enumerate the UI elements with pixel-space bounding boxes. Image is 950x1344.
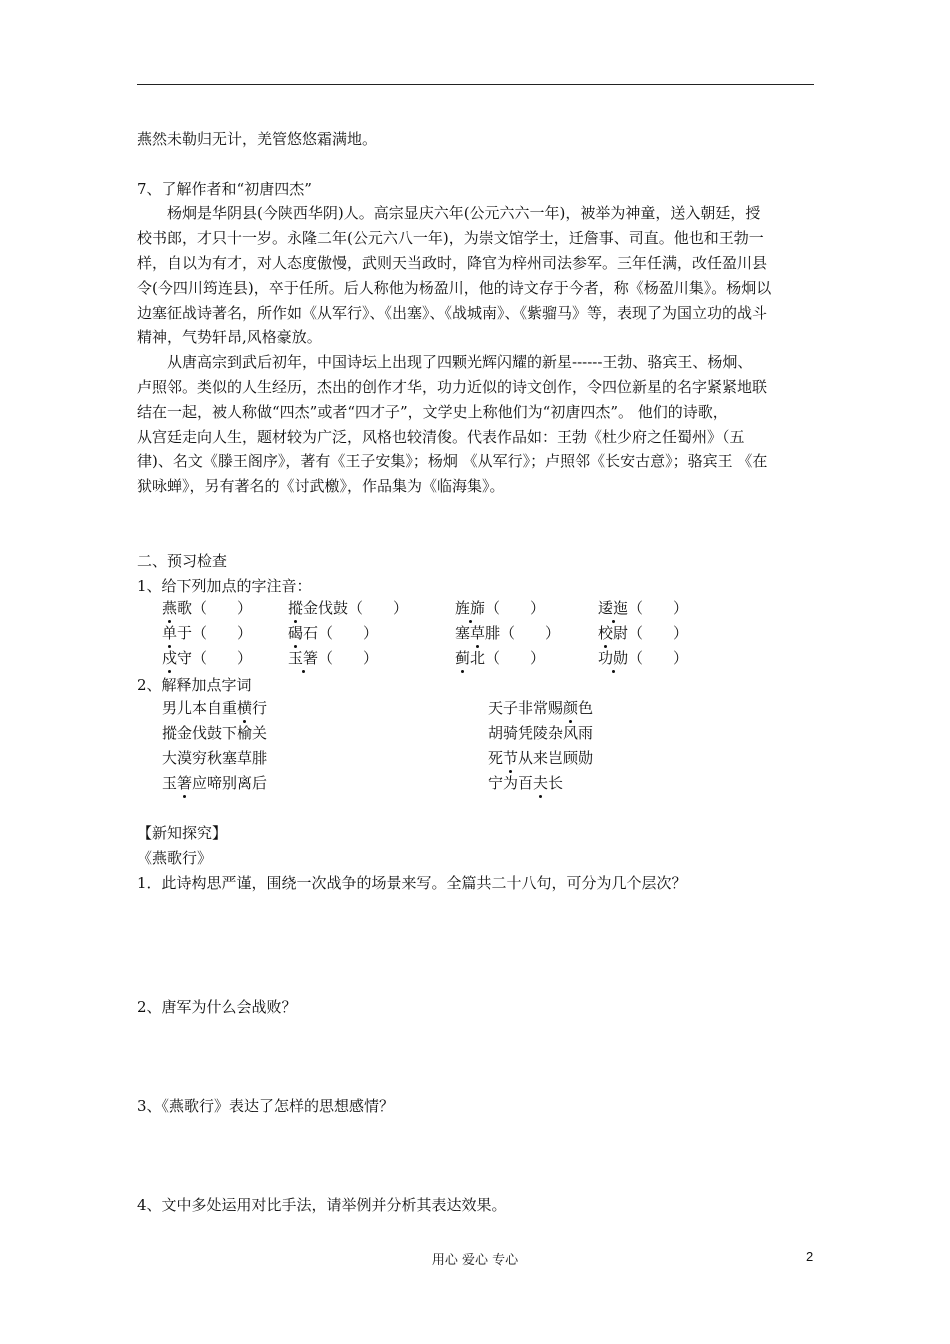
explain-item: 大漠穷秋塞草腓 bbox=[162, 749, 268, 767]
bio-line: 令(今四川筠连县)，卒于任所。后人称他为杨盈川，他的诗文存于今者，称《杨盈川集》。杨炯以 bbox=[137, 279, 772, 297]
explain-item: 死节从来岂顾勋 bbox=[488, 749, 594, 767]
bio-line: 精神，气势轩昂,风格豪放。 bbox=[137, 328, 322, 346]
pinyin-item: 校尉（ ） bbox=[598, 624, 689, 642]
four-talents-line: 结在一起，被人称做“四杰”或者“四才子”，文学史上称他们为“初唐四杰”。 他们的诗歌， bbox=[137, 403, 728, 421]
explain-item: 玉箸应啼别离后 bbox=[162, 774, 268, 792]
pinyin-item: 逶迤（ ） bbox=[598, 599, 689, 617]
explain-item: 胡骑凭陵杂风雨 bbox=[488, 724, 594, 742]
pinyin-item: 玉箸（ ） bbox=[288, 649, 379, 667]
question-item: 3、《燕歌行》表达了怎样的思想感情？ bbox=[137, 1097, 395, 1115]
explain-item: 男儿本自重横行 bbox=[162, 699, 268, 717]
question-item: 4、文中多处运用对比手法，请举例并分析其表达效果。 bbox=[137, 1196, 507, 1214]
pinyin-item: 塞草腓（ ） bbox=[455, 624, 561, 642]
bio-line: 杨炯是华阴县(今陕西华阴)人。高宗显庆六年(公元六六一年)，被举为神童，送入朝廷，授 bbox=[167, 204, 761, 222]
page-number: 2 bbox=[806, 1249, 814, 1264]
pinyin-item: 碣石（ ） bbox=[288, 624, 379, 642]
explain-item: 摐金伐鼓下榆关 bbox=[162, 724, 268, 742]
pinyin-item: 单于（ ） bbox=[162, 624, 253, 642]
four-talents-line: 律)、名文《滕王阁序》，著有《王子安集》；杨炯 《从军行》；卢照邻《长安古意》；骆宾王 《在 bbox=[137, 452, 768, 470]
question-2-title: 2、解释加点字词 bbox=[137, 676, 252, 694]
poem-line: 燕然未勒归无计，羌管悠悠霜满地。 bbox=[137, 130, 378, 148]
bio-line: 边塞征战诗著名，所作如《从军行》、《出塞》、《战城南》、《紫骝马》等，表现了为国立功的战斗 bbox=[137, 304, 768, 322]
preview-heading: 二、预习检查 bbox=[137, 552, 228, 570]
four-talents-line: 从宫廷走向人生，题材较为广泛，风格也较清俊。代表作品如：王勃《杜少府之任蜀州》（五 bbox=[137, 428, 745, 446]
four-talents-line: 从唐高宗到武后初年，中国诗坛上出现了四颗光辉闪耀的新星------王勃、骆宾王、杨炯、 bbox=[167, 353, 753, 371]
pinyin-item: 功勋（ ） bbox=[598, 649, 689, 667]
header-rule bbox=[137, 84, 814, 85]
question-1-title: 1、给下列加点的字注音： bbox=[137, 577, 312, 595]
page-footer: 用心 爱心 专心 bbox=[431, 1253, 519, 1268]
four-talents-line: 狱咏蝉》，另有著名的《讨武檄》，作品集为《临海集》。 bbox=[137, 477, 505, 495]
explain-item: 宁为百夫长 bbox=[488, 774, 564, 792]
poem-title: 《燕歌行》 bbox=[137, 849, 213, 867]
bio-line: 样，自以为有才，对人态度傲慢，武则天当政时，降官为梓州司法参军。三年任满，改任盈川县 bbox=[137, 254, 768, 272]
new-knowledge-heading: 【新知探究】 bbox=[137, 824, 228, 842]
pinyin-item: 蓟北（ ） bbox=[455, 649, 546, 667]
section-7-title: 7、了解作者和“初唐四杰” bbox=[137, 180, 312, 198]
question-item: 1．此诗构思严谨，围绕一次战争的场景来写。全篇共二十八句，可分为几个层次？ bbox=[137, 874, 687, 892]
bio-line: 校书郎，才只十一岁。永隆二年(公元六八一年)，为崇文馆学士，迁詹事、司直。他也和王勃一 bbox=[137, 229, 764, 247]
pinyin-item: 燕歌（ ） bbox=[162, 599, 253, 617]
four-talents-line: 卢照邻。类似的人生经历，杰出的创作才华，功力近似的诗文创作，令四位新星的名字紧紧地联 bbox=[137, 378, 768, 396]
pinyin-item: 摐金伐鼓（ ） bbox=[288, 599, 409, 617]
question-item: 2、唐军为什么会战败？ bbox=[137, 998, 297, 1016]
pinyin-item: 旌旆（ ） bbox=[455, 599, 546, 617]
explain-item: 天子非常赐颜色 bbox=[488, 699, 594, 717]
pinyin-item: 戍守（ ） bbox=[162, 649, 253, 667]
